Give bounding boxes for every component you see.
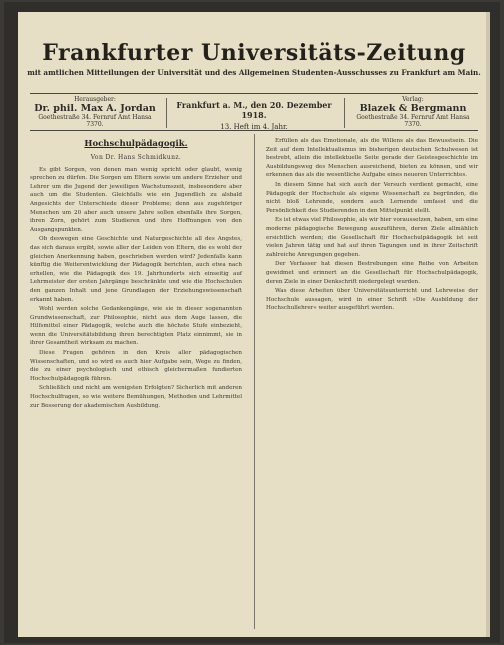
info-divider-left bbox=[166, 98, 167, 128]
info-bar bbox=[30, 96, 478, 131]
verlag-address: Goethestraße 34. Fernruf Amt Hansa 7370. bbox=[356, 114, 470, 128]
paragraph: Wohl werden solche Gedankengänge, wie sie in dieser sogenannten Grundwissenschaft, zur Philosophie, nicht aus dem Auge lassen, die Hilfsmittel einer Pädagogik, welche auch die höchste Stufe einbezieht, wenn die Universitätsbildung ihren berechtigten Platz einnimmt, sie in ihrer Gesamtheit wirksam zu machen. bbox=[30, 306, 242, 347]
top-rule bbox=[30, 93, 478, 94]
article-column-left bbox=[30, 137, 242, 411]
publisher-name: Dr. phil. Max A. Jordan bbox=[34, 103, 156, 114]
publisher-address: Goethestraße 34. Fernruf Amt Hansa 7370. bbox=[38, 114, 152, 128]
dateline: Frankfurt a. M., den 20. Dezember 1918. bbox=[176, 100, 332, 120]
newspaper-subtitle: mit amtlichen Mitteilungen der Universität und des Allgemeinen Studenten-Ausschusses zu Frankfurt am Main. bbox=[27, 68, 481, 77]
bottom-rule bbox=[30, 130, 478, 131]
newspaper-title: Frankfurter Universitäts-Zeitung bbox=[42, 40, 466, 66]
scan-background bbox=[4, 2, 500, 643]
newspaper-page bbox=[18, 12, 490, 637]
binding-edge bbox=[486, 12, 490, 637]
issue-info bbox=[170, 96, 338, 131]
paragraph: Diese Fragen gehören in den Kreis aller pädagogischen Wissenschaften, und so wird es auch hier Aufgabe sein, Wege zu finden, die zu einer psychologisch und ethisch gleichermaßen fundierten Hochschulpädagogik führen. bbox=[30, 350, 242, 382]
article-heading: Hochschulpädagogik. bbox=[84, 139, 188, 149]
article-column-right bbox=[266, 137, 478, 314]
verlag-name: Blazek & Bergmann bbox=[359, 103, 467, 114]
article-author: Von Dr. Hans Schmidkunz. bbox=[90, 154, 182, 161]
paragraph: Es ist etwas viel Philosophie, als wir hier voraussetzen, haben, um eine moderne pädagogische Bewegung auszuführen, deren Ziele allmählich ersichtlich werden; die Gesellschaft für Hochschulpädagogik ist seit vielen Jahren tätig und hat auf ihren Tagungen und in ihrer Zeitschrift zahlreiche Anregungen gegeben. bbox=[266, 217, 478, 258]
paragraph: Es gibt Sorgen, von denen man wenig spricht oder glaubt, wenig sprechen zu dürfen. Die Sorgen um Eltern sowie um andere Erzieher und Lehrer um die Jugend der jeweiligen Wachstumszeit, insbesondere aber auch um die Studenten. Gleichfalls wie ein Jugendlich zu alsbald Angesichts der Unterschiede dieser Probleme; denn aus zugehöriger Menschen um 20 aber auch unsere Jahre sollen ebenfalls ihre Sorgen, ihren Zorn, gehört zum Studieren und ihre Hoffnungen von den Ausgangspunkten. bbox=[30, 166, 242, 233]
info-divider-right bbox=[344, 98, 345, 128]
publisher-label: Herausgeber: bbox=[74, 96, 116, 103]
paragraph: Ob deswegen eine Geschichte und Naturgeschichte all des Angstes, das sich daraus ergibt, sowie aller der Leiden von Eltern, die es wohl der gleichen Anerkennung haben, geschrieben werden wird? Jedenfalls kann künftig die Weiterentwicklung der Pädagogik berichten, auch etwa nach erhellen, wie die Pädagogik des 19. Jahrhunderts sich einseitig auf Lehrmeister der ersten Jahrgänge beschränkte und wie die Hochschulen den ganzen Inhalt und jene Grundlagen der Erziehungswissenschaft erkannt haben. bbox=[30, 236, 242, 303]
verlag-label: Verlag: bbox=[402, 96, 424, 103]
publisher-info bbox=[30, 96, 160, 128]
column-divider bbox=[254, 134, 255, 629]
paragraph: In diesem Sinne hat sich auch der Versuch verdient gemacht, eine Pädagogik der Hochschule als eigene Wissenschaft zu begründen, die nicht bloß Lehrende, sondern auch Lernende umfasst und die Persönlichkeit des Studierenden in den Mittelpunkt stellt. bbox=[266, 181, 478, 214]
paragraph: Schließlich und nicht am wenigsten Erfolgten? Sicherlich mit anderen Hochschulfragen, so wie weitere Bemühungen, Methoden und Lehrmittel zur Besserung der akademischen Ausbildung. bbox=[30, 385, 242, 409]
paragraph: Der Verfasser hat diesen Bestrebungen eine Reihe von Arbeiten gewidmet und erinnert an die Gesellschaft für Hochschulpädagogik, deren Ziele in einer Denkschrift niedergelegt wurden. bbox=[266, 261, 478, 285]
masthead bbox=[18, 40, 490, 77]
paragraph: Was diese Arbeiten über Universitätsunterricht und Lehrweise der Hochschule aussagen, wird in einer Schrift »Die Ausbildung der Hochschullehrer« weiter ausgeführt werden. bbox=[266, 288, 478, 312]
paragraph: Erfüllen als das Emotionale, als die Willens als das Bewusstsein. Die Zeit auf dem Intellektualismus im bisherigen deutschen Schulwesen ist bestrebt, allein die intellektuelle Seite gerade der Geistesgeschichte im Ausbildungsweg des Menschen ausreichend, bieten zu können, und wir erkennen das als die wesentliche Aufgabe eines neueren Unterrichtes. bbox=[266, 138, 478, 179]
verlag-info bbox=[348, 96, 478, 128]
issue-number: 13. Heft im 4. Jahr. bbox=[220, 123, 288, 131]
